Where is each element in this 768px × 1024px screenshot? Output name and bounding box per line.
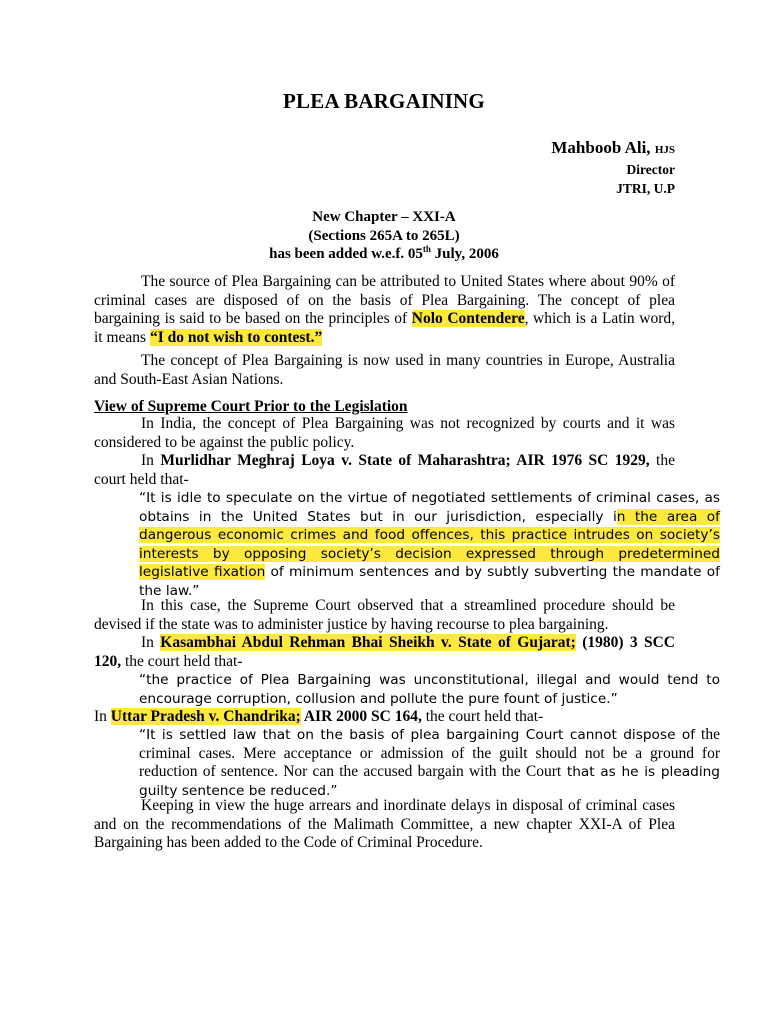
chapter-line-1: New Chapter – XXI-A — [312, 209, 456, 225]
quote3-text: “It is settled law that on the basis of plea bargaining Court cannot dispose of — [139, 727, 696, 743]
quote-chandrika — [94, 726, 720, 800]
section-heading — [94, 398, 675, 417]
para1-text: The source of Plea Bargaining can be attributed to United States where about 90% of criminal cases are disposed of on the basis of Plea Bargaining. The concept of plea bargaining is said to be based on the principles of — [94, 273, 675, 328]
case2-highlight-citation: Kasambhai Abdul Rehman Bhai Sheikh v. State of Gujarat; — [160, 634, 576, 651]
section-heading-text: View of Supreme Court Prior to the Legislation — [94, 398, 408, 415]
quote1-highlight: n the area of dangerous economic crimes and food offences, this practice intrudes on society’s interests by opposing society’s decision expressed through predetermined legislative fixation — [139, 508, 720, 581]
case2-citation-rest: (1980) 3 SCC 120, — [94, 634, 675, 670]
author-institution: JTRI, U.P — [616, 181, 675, 196]
paragraph-india: In India, the concept of Plea Bargaining was not recognized by courts and it was considered to be against the public policy. — [94, 415, 675, 451]
document-title: PLEA BARGAINING — [283, 89, 485, 113]
quote-loya — [94, 489, 720, 601]
paragraph-usage: The concept of Plea Bargaining is now used in many countries in Europe, Australia and South-East Asian Nations. — [94, 352, 675, 388]
case3-post: the court held that- — [421, 708, 544, 725]
case3-pre: In — [94, 708, 111, 725]
case-loya — [94, 452, 675, 489]
author-designation: Director — [626, 162, 675, 177]
para1-text-cont: , which is a Latin word, it means — [94, 310, 675, 346]
case2-pre: In — [141, 634, 161, 651]
highlight-latin-meaning: “I do not wish to contest.” — [149, 328, 323, 346]
case-chandrika — [94, 708, 675, 727]
chapter-line-2: (Sections 265A to 265L) — [308, 227, 460, 244]
case1-citation: Murlidhar Meghraj Loya v. State of Maharashtra; AIR 1976 SC 1929, — [160, 452, 650, 469]
chapter-date-suffix: July, 2006 — [430, 246, 499, 262]
case2-post: the court held that- — [121, 652, 243, 670]
paragraph-conclusion: Keeping in view the huge arrears and inordinate delays in disposal of criminal cases and on the recommendations of the Malimath Committee, a new chapter XXI-A of Plea Bargaining has been added to the Code of Criminal Procedure. — [94, 797, 675, 852]
highlight-nolo-contendere: Nolo Contendere — [411, 310, 525, 328]
paragraph-source — [94, 273, 675, 347]
chapter-line-3 — [0, 245, 768, 264]
quote1-text-cont: of minimum sentences and by subtly subverting the mandate of the law.” — [139, 564, 720, 599]
chapter-block — [0, 208, 768, 264]
case1-pre: In — [141, 452, 161, 469]
case-kasambhai — [94, 634, 675, 671]
case3-highlight-citation: Uttar Pradesh v. Chandrika; — [110, 708, 301, 725]
author-suffix: HJS — [654, 144, 675, 156]
author-block — [551, 138, 675, 198]
chapter-date-superscript: th — [422, 244, 431, 254]
case1-post: the court held that- — [94, 452, 675, 488]
quote3-text-serif: the criminal cases. Mere acceptance or admission of the guilt should not be a ground for reduction of sentence. Nor can the accused bargain with the Court — [139, 726, 720, 781]
quote3-text-end: that as he is pleading guilty sentence be reduced.” — [139, 764, 720, 799]
quote-kasambhai: “the practice of Plea Bargaining was unconstitutional, illegal and would tend to encourage corruption, collusion and pollute the pure fount of justice.” — [139, 672, 720, 707]
author-name: Mahboob Ali, — [551, 138, 651, 157]
paragraph-streamlined: In this case, the Supreme Court observed that a streamlined procedure should be devised if the state was to administer justice by having recourse to plea bargaining. — [94, 597, 675, 633]
quote1-text: “It is idle to speculate on the virtue of negotiated settlements of criminal cases, as obtains in the United States but in our jurisdiction, especially i — [139, 490, 720, 525]
case3-citation-rest: AIR 2000 SC 164, — [300, 708, 422, 725]
author-name-line — [551, 138, 675, 160]
chapter-date-prefix: has been added w.e.f. 05 — [269, 246, 423, 262]
